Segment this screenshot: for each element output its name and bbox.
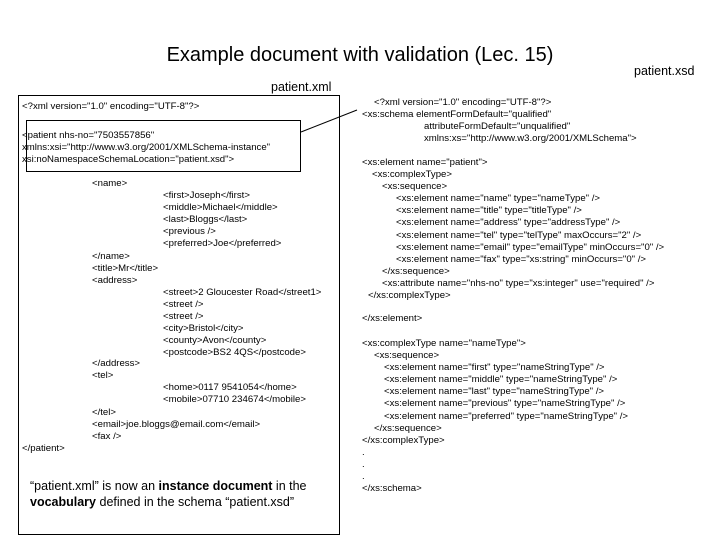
xml-line: <?xml version="1.0" encoding="UTF-8"?> bbox=[22, 101, 200, 112]
note-text: in the bbox=[272, 479, 307, 493]
xsd-line: <xs:element name="middle" type="nameStringType" /> bbox=[384, 374, 618, 386]
slide-title: Example document with validation (Lec. 15) bbox=[166, 44, 554, 66]
xml-line: <patient nhs-no="7503557856" bbox=[22, 130, 155, 141]
xsd-file-label: patient.xsd bbox=[634, 64, 695, 78]
xml-line: <first>Joseph</first> bbox=[163, 190, 250, 201]
xml-line: <postcode>BS2 4QS</postcode> bbox=[163, 347, 306, 359]
xml-line: <city>Bristol</city> bbox=[163, 323, 244, 335]
xml-file-label: patient.xml bbox=[271, 80, 332, 94]
xml-line: <street /> bbox=[163, 299, 204, 311]
xsd-line: <xs:element name="patient"> bbox=[362, 157, 488, 168]
note-emphasis: vocabulary bbox=[30, 495, 97, 509]
name-type-definition bbox=[362, 338, 628, 495]
schema-header bbox=[362, 97, 637, 145]
xsd-line: <xs:attribute name="nhs-no" type="xs:integer" use="required" /> bbox=[382, 277, 655, 289]
address-children bbox=[163, 287, 321, 360]
xml-line: </address> bbox=[92, 358, 141, 369]
note-emphasis: instance document bbox=[158, 479, 273, 493]
xsd-line: <xs:element name="fax" type="xs:string" minOccurs="0" /> bbox=[396, 253, 646, 265]
tel-children bbox=[163, 382, 306, 406]
xml-line: <address> bbox=[92, 275, 138, 287]
xml-line: xmlns:xsi="http://www.w3.org/2001/XMLSchema-instance" bbox=[22, 142, 271, 154]
xml-line: <street>2 Gloucester Road</street1> bbox=[163, 287, 322, 298]
xml-line: <county>Avon</county> bbox=[163, 335, 267, 347]
note-text: defined in the schema “patient.xsd” bbox=[96, 495, 295, 509]
xsd-line: <xs:element name="address" type="addressType" /> bbox=[396, 217, 621, 229]
xml-line: xsi:noNamespaceSchemaLocation="patient.xsd"> bbox=[22, 154, 235, 166]
xml-line: <email>joe.bloggs@email.com</email> bbox=[92, 419, 261, 431]
xml-line: </tel> bbox=[92, 407, 117, 418]
xsd-line: </xs:schema> bbox=[362, 483, 422, 495]
xsd-line: . bbox=[362, 471, 365, 483]
xsd-line: <xs:sequence> bbox=[382, 181, 448, 193]
xsd-line: <xs:element name="name" type="nameType" /> bbox=[396, 193, 601, 205]
xsd-line: </xs:complexType> bbox=[362, 434, 445, 446]
xml-line: <street /> bbox=[163, 311, 204, 323]
xsd-line: <xs:sequence> bbox=[374, 350, 440, 362]
xsd-line: <xs:element name="first" type="nameStringType" /> bbox=[384, 362, 605, 374]
element-close-tag: </xs:element> bbox=[362, 313, 423, 324]
xml-line: <previous /> bbox=[163, 226, 216, 238]
title-address-tags bbox=[92, 251, 158, 287]
xsd-line: <xs:element name="tel" type="telType" maxOccurs="2" /> bbox=[396, 229, 642, 241]
xsd-line: xmlns:xs="http://www.w3.org/2001/XMLSchema"> bbox=[424, 133, 637, 145]
xsd-line: </xs:sequence> bbox=[374, 422, 442, 434]
xsd-line: <xs:complexType name="nameType"> bbox=[362, 338, 526, 349]
xsd-line: <xs:element name="email" type="emailType" minOccurs="0" /> bbox=[396, 241, 665, 253]
xml-line: </name> bbox=[92, 251, 130, 262]
xml-line: <preferred>Joe</preferred> bbox=[163, 238, 282, 250]
tel-open-tags bbox=[92, 358, 140, 382]
xml-line: <tel> bbox=[92, 370, 114, 382]
xsd-line: </xs:complexType> bbox=[368, 290, 451, 302]
xsd-line: <?xml version="1.0" encoding="UTF-8"?> bbox=[374, 97, 552, 108]
xml-line: <mobile>07710 234674</mobile> bbox=[163, 394, 306, 406]
patient-root-tag bbox=[22, 130, 270, 166]
xml-line: <fax /> bbox=[92, 431, 122, 443]
xsd-line: <xs:schema elementFormDefault="qualified" bbox=[362, 109, 552, 121]
xml-line: <middle>Michael</middle> bbox=[163, 202, 278, 214]
patient-element-definition bbox=[362, 157, 664, 302]
xsd-line: <xs:element name="preferred" type="nameStringType" /> bbox=[384, 410, 629, 422]
note-text: “patient.xml” is now an bbox=[30, 479, 159, 493]
xml-line: <home>0117 9541054</home> bbox=[163, 382, 297, 393]
xsd-line: attributeFormDefault="unqualified" bbox=[424, 121, 571, 133]
tail-tags bbox=[92, 407, 260, 443]
xsd-line: <xs:complexType> bbox=[372, 169, 452, 181]
name-open-tag: <name> bbox=[92, 178, 128, 189]
xsd-line: . bbox=[362, 446, 365, 458]
name-children bbox=[163, 190, 281, 250]
xml-declaration bbox=[22, 101, 199, 113]
xsd-line: <xs:element name="previous" type="nameStringType" /> bbox=[384, 398, 626, 410]
xsd-line: <xs:element name="last" type="nameStringType" /> bbox=[384, 386, 605, 398]
instance-document-note bbox=[30, 478, 346, 510]
xml-line: <title>Mr</title> bbox=[92, 263, 159, 275]
patient-close-tag: </patient> bbox=[22, 443, 65, 454]
xsd-line: </xs:sequence> bbox=[382, 265, 450, 277]
xsd-line: . bbox=[362, 458, 365, 470]
xsd-line: <xs:element name="title" type="titleType" /> bbox=[396, 205, 582, 217]
xml-line: <last>Bloggs</last> bbox=[163, 214, 248, 226]
